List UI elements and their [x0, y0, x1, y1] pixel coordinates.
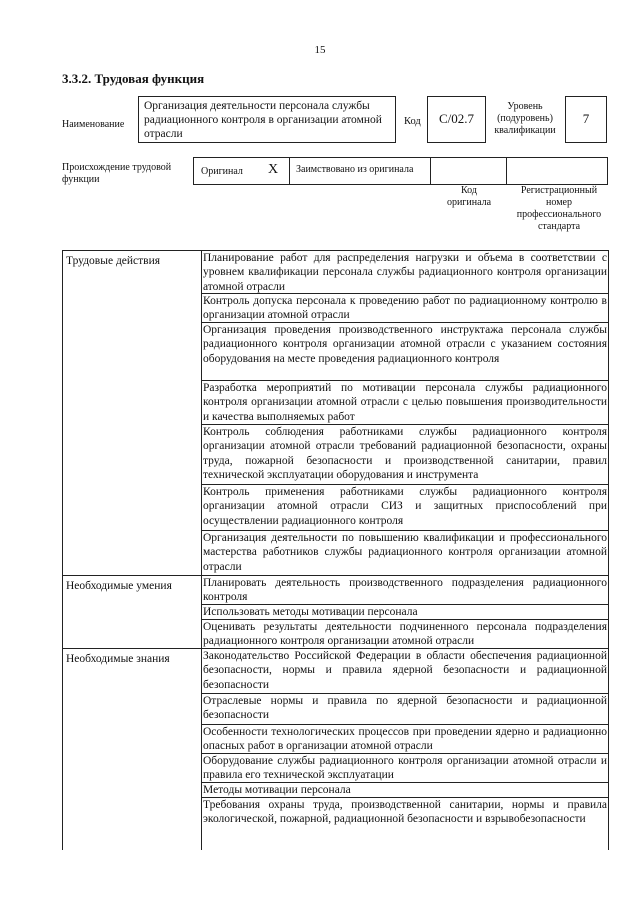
knowledge-item: Особенности технологических процессов при проведении ядерно и радиационно опасных работ в организации атомной отрасли: [203, 726, 607, 753]
level-box: [565, 96, 607, 143]
code-label: Код: [404, 116, 421, 127]
labor-action-item: Организация деятельности по повышению квалификации и профессионального мастерства работников службы радиационного контроля организации атомной отрасли: [203, 532, 607, 573]
table-right-border: [608, 250, 609, 850]
labor-action-item: Разработка мероприятий по мотивации персонала службы радиационного контроля организации атомной отрасли с целью повышения производительности и качества выполняемых работ: [202, 381, 608, 425]
original-box: [193, 157, 290, 185]
function-name: Организация деятельности персонала службы радиационного контроля в организации атомной отрасли: [144, 100, 382, 140]
name-label: Наименование: [62, 119, 125, 130]
skills-label: Необходимые умения: [66, 580, 172, 592]
code-box: [427, 96, 486, 143]
skill-item: Планировать деятельность производственного подразделения радиационного контроля: [203, 577, 607, 604]
name-value-box: [138, 96, 396, 143]
borrowed-box: [289, 157, 431, 185]
section-title: 3.3.2. Трудовая функция: [62, 71, 205, 86]
labor-actions-label: Трудовые действия: [66, 255, 161, 267]
knowledge-item: Требования охраны труда, производственной санитарии, нормы и правила экологической, пожарной, радиационной безопасности и взрывобезопасности: [203, 799, 607, 826]
labor-action-item: Контроль допуска персонала к проведению работ по радиационному контролю в организации атомной отрасли: [203, 295, 607, 322]
knowledge-label: Необходимые знания: [66, 653, 170, 665]
labor-action-item: Контроль соблюдения работниками службы радиационного контроля организации атомной отрасли требований радиационной безопасности, охраны труда, пожарной безопасности и производственной санитарии, правил технической эксплуатации оборудования и инструмента: [202, 425, 608, 485]
knowledge-item: Методы мотивации персонала: [202, 783, 608, 798]
page-number: 15: [314, 44, 326, 56]
code-original-box: [430, 157, 507, 185]
borrowed-label: Заимствовано из оригинала: [296, 164, 414, 175]
level-value: 7: [582, 111, 590, 126]
code-original-label: Код оригинала: [446, 185, 492, 208]
knowledge-item: Законодательство Российской Федерации в области обеспечения радиационной безопасности, нормы и правила ядерной безопасности и радиационной безопасности: [202, 649, 608, 694]
reg-number-label: Регистрационный номер профессионального стандарта: [516, 185, 602, 232]
level-label: Уровень (подуровень) квалификации: [494, 101, 556, 136]
knowledge-item: Отраслевые нормы и правила по ядерной безопасности и радиационной безопасности: [202, 694, 608, 725]
reg-number-box: [506, 157, 608, 185]
table-left-border: [62, 250, 63, 850]
knowledge-item: Оборудование службы радиационного контроля организации атомной отрасли и правила его технической эксплуатации: [203, 755, 607, 782]
skill-item: Оценивать результаты деятельности подчиненного персонала подразделения радиационного контроля организации атомной отрасли: [203, 621, 607, 648]
original-mark: X: [268, 162, 279, 177]
labor-action-item: Планирование работ для распределения нагрузки и объема в соответствии с уровнем квалификации персонала службы радиационного контроля организации атомной отрасли: [203, 252, 607, 293]
original-label: Оригинал: [201, 166, 243, 177]
skill-item: Использовать методы мотивации персонала: [202, 605, 608, 620]
labor-action-item: Контроль применения работниками службы радиационного контроля организации атомной отрасли СИЗ и защитных приспособлений при осуществлении радиационного контроля: [202, 485, 608, 531]
origin-label: Происхождение трудовой функции: [62, 162, 172, 185]
code-value: С/02.7: [438, 111, 475, 126]
labor-action-item: Организация проведения производственного инструктажа персонала службы радиационного контроля организации атомной отрасли с указанием состояния оборудования на месте проведения радиационного контроля: [202, 323, 608, 381]
